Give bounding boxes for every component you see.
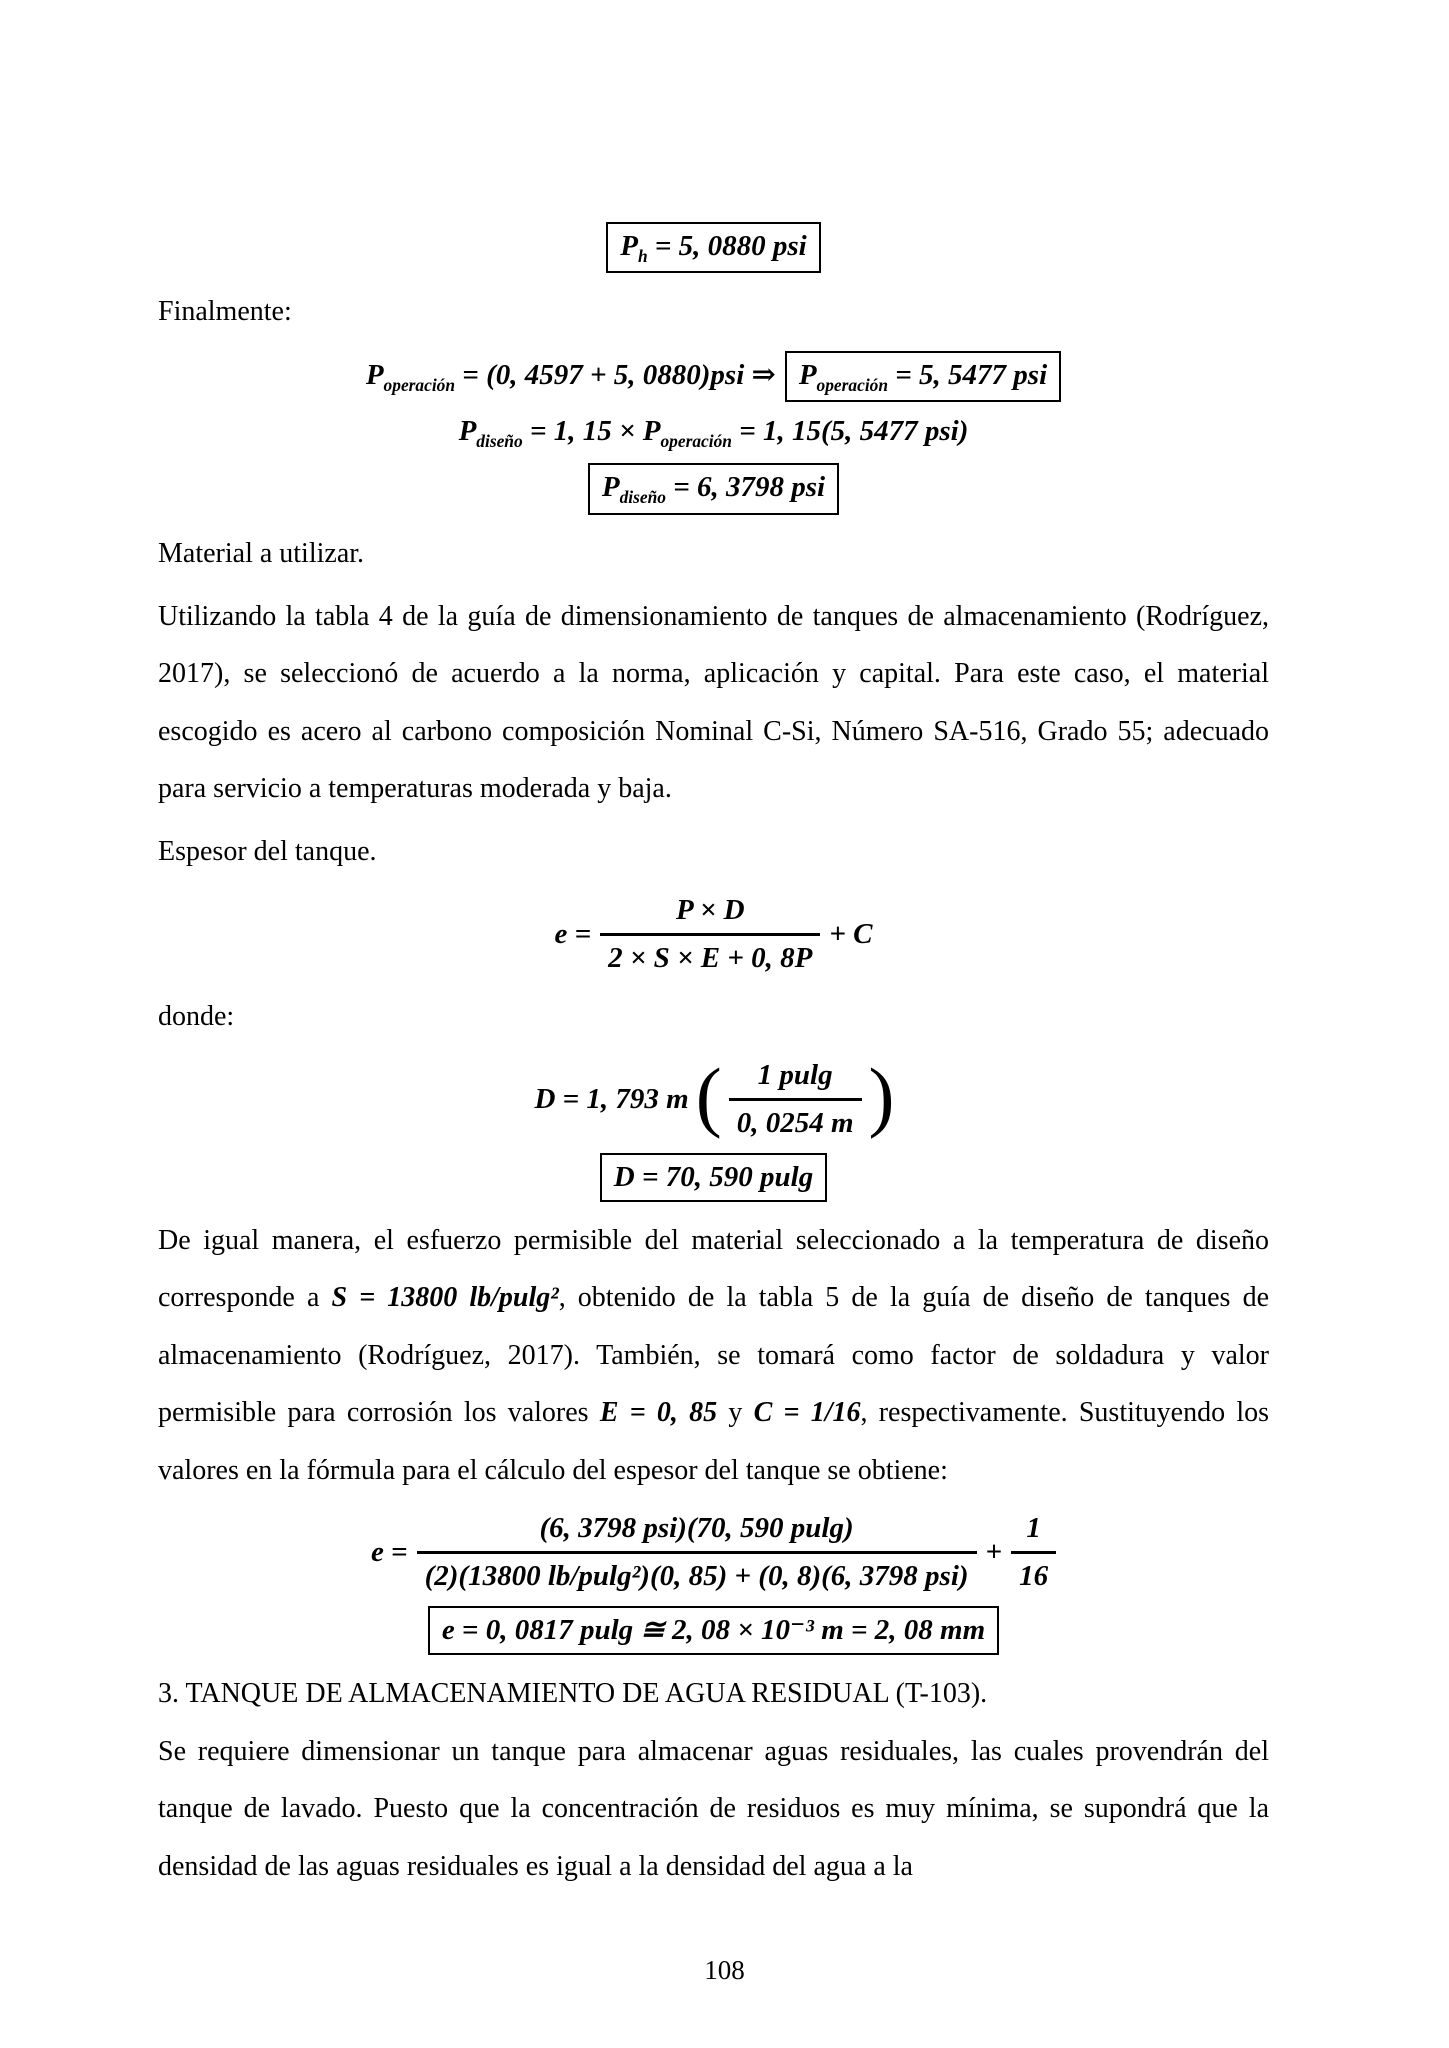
equation-espesor-general bbox=[158, 891, 1269, 978]
equation-diametro bbox=[158, 1052, 1269, 1143]
finalmente-label: Finalmente: bbox=[158, 296, 292, 328]
equation-diseno-boxed bbox=[588, 463, 839, 514]
espesor-heading: Espesor del tanque. bbox=[158, 836, 377, 868]
math-variable: P bbox=[620, 230, 638, 262]
material-paragraph: Utilizando la tabla 4 de la guía de dimensionamiento de tanques de almacenamiento (Rodríguez, 2017), se seleccionó de acuerdo a la norma, aplicación y capital. Para este caso, el material escogido es acero al carbono composición Nominal C-Si, Número SA-516, Grado 55; adecuado para servicio a temperaturas moderada y baja. bbox=[158, 600, 1269, 805]
fraction-denominator: 16 bbox=[1011, 1551, 1056, 1596]
paragraph-text-segment: De igual manera, el esfuerzo permisible del material seleccionado a la temperatura de diseño corresponde a bbox=[158, 1224, 1269, 1314]
equation-diseno-result-line bbox=[158, 463, 1269, 514]
math-variable: P bbox=[601, 471, 620, 504]
material-heading: Material a utilizar. bbox=[158, 537, 365, 569]
equation-diametro-result-line bbox=[158, 1153, 1269, 1202]
fraction-denominator: (2)(13800 lb/pulg²)(0, 85) + (0, 8)(6, 3798 psi) bbox=[417, 1551, 977, 1596]
math-lhs: e = bbox=[370, 1535, 408, 1568]
paragraph-text-segment: y bbox=[717, 1397, 754, 1429]
left-parenthesis: ( bbox=[695, 1052, 722, 1140]
equation-diseno-line bbox=[158, 412, 1269, 453]
right-parenthesis: ) bbox=[868, 1052, 895, 1140]
math-lhs: D = 1, 793 m bbox=[534, 1082, 689, 1115]
equation-ph-line bbox=[158, 222, 1269, 273]
fraction-denominator: 2 × S × E + 0, 8P bbox=[600, 933, 820, 978]
fraction bbox=[417, 1509, 977, 1596]
equation-operacion-expression bbox=[366, 356, 776, 397]
inline-math-s-value: S = 13800 lb/pulg² bbox=[331, 1282, 559, 1314]
math-lhs: e = bbox=[554, 917, 592, 950]
section-3-heading: 3. TANQUE DE ALMACENAMIENTO DE AGUA RESIDUAL (T-103). bbox=[158, 1678, 988, 1710]
equation-espesor-calc bbox=[158, 1509, 1269, 1596]
math-variable: P bbox=[458, 414, 477, 447]
paragraph-text-segment: , respectivamente. Sustituyendo los valores en la fórmula para el cálculo del espesor del tanque se obtiene: bbox=[158, 1397, 1269, 1486]
fraction bbox=[729, 1056, 862, 1143]
fraction-denominator: 0, 0254 m bbox=[729, 1098, 862, 1143]
fraction-numerator: 1 pulg bbox=[757, 1058, 833, 1091]
inline-math-c-value: C = 1/16 bbox=[753, 1397, 861, 1429]
tanque-paragraph: Se requiere dimensionar un tanque para almacenar aguas residuales, las cuales provendrán del tanque de lavado. Puesto que la concentración de residuos es muy mínima, se supondrá que la densidad de las aguas residuales es igual a la densidad del agua a la bbox=[158, 1735, 1269, 1882]
math-variable: P bbox=[642, 414, 661, 447]
equation-diseno-expression bbox=[459, 412, 969, 453]
esfuerzo-paragraph bbox=[158, 1212, 1269, 1499]
math-expression: = 5, 0880 psi bbox=[647, 230, 807, 262]
paragraph-text-segment: , obtenido de la tabla 5 de la guía de diseño de tanques de almacenamiento (Rodríguez, 2017). También, se tomará como factor de soldadura y valor permisible para corrosión los valores bbox=[158, 1282, 1269, 1429]
page-number: 108 bbox=[704, 1955, 745, 1985]
fraction bbox=[600, 891, 820, 978]
math-subscript: operación bbox=[660, 430, 732, 451]
math-expression: = 5, 5477 psi bbox=[888, 358, 1048, 391]
math-expression: = (0, 4597 + 5, 0880)psi ⇒ bbox=[455, 358, 776, 391]
fraction bbox=[1011, 1509, 1056, 1596]
math-subscript: operación bbox=[816, 374, 889, 395]
math-subscript: diseño bbox=[476, 430, 523, 451]
donde-label: donde: bbox=[158, 1001, 235, 1033]
math-tail: + C bbox=[829, 917, 873, 950]
math-expression: = 1, 15(5, 5477 psi) bbox=[731, 414, 969, 447]
plus-operator: + bbox=[985, 1535, 1003, 1568]
inline-math-e-value: E = 0, 85 bbox=[599, 1397, 718, 1429]
math-subscript: h bbox=[637, 245, 648, 266]
math-subscript: operación bbox=[383, 374, 456, 395]
equation-operacion-boxed bbox=[785, 351, 1061, 402]
equation-operacion-line bbox=[158, 351, 1269, 402]
equation-diametro-boxed: D = 70, 590 pulg bbox=[600, 1153, 827, 1202]
equation-espesor-result-line bbox=[158, 1606, 1269, 1655]
fraction-numerator: P × D bbox=[675, 893, 745, 926]
math-variable: P bbox=[365, 358, 384, 391]
math-subscript: diseño bbox=[619, 487, 666, 508]
math-expression: = 6, 3798 psi bbox=[665, 471, 826, 504]
math-expression: = 1, 15 × bbox=[522, 414, 643, 447]
math-variable: P bbox=[798, 358, 817, 391]
fraction-numerator: 1 bbox=[1026, 1511, 1041, 1544]
equation-espesor-boxed: e = 0, 0817 pulg ≅ 2, 08 × 10⁻³ m = 2, 08 mm bbox=[428, 1606, 999, 1655]
fraction-numerator: (6, 3798 psi)(70, 590 pulg) bbox=[539, 1511, 854, 1544]
equation-ph-boxed bbox=[606, 222, 821, 273]
